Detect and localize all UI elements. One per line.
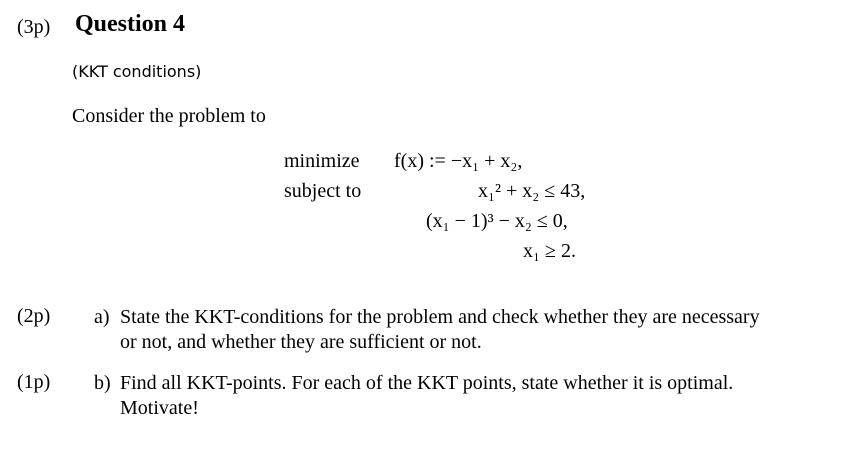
- constraint-1: x₁² + x₂ ≤ 43,: [478, 180, 586, 202]
- minimize-label: minimize: [284, 150, 360, 172]
- part-a-text-1: State the KKT-conditions for the problem and check whether they are necessary: [120, 306, 760, 328]
- part-a-text-2: or not, and whether they are sufficient or not.: [120, 331, 482, 353]
- part-b-text-2: Motivate!: [120, 397, 199, 419]
- part-a-line-1: [94, 305, 824, 330]
- part-b-line-1: [94, 371, 824, 396]
- part-a: [94, 305, 824, 355]
- part-b: [94, 371, 824, 421]
- part-b-letter: b): [94, 372, 111, 394]
- question-subtitle: (KKT conditions): [72, 62, 202, 81]
- part-a-points: (2p): [17, 305, 51, 327]
- constraint-3: x₁ ≥ 2.: [523, 240, 576, 262]
- objective-function: f(x) := −x₁ + x₂,: [394, 150, 523, 172]
- part-b-points: (1p): [17, 371, 51, 393]
- part-a-letter: a): [94, 306, 110, 328]
- part-b-text-1: Find all KKT-points. For each of the KKT points, state whether it is optimal.: [120, 372, 734, 394]
- constraint-2: (x₁ − 1)³ − x₂ ≤ 0,: [426, 210, 568, 232]
- problem-intro: Consider the problem to: [72, 105, 266, 127]
- question-title: Question 4: [75, 11, 186, 37]
- subject-to-label: subject to: [284, 180, 362, 202]
- question-points: (3p): [17, 16, 51, 38]
